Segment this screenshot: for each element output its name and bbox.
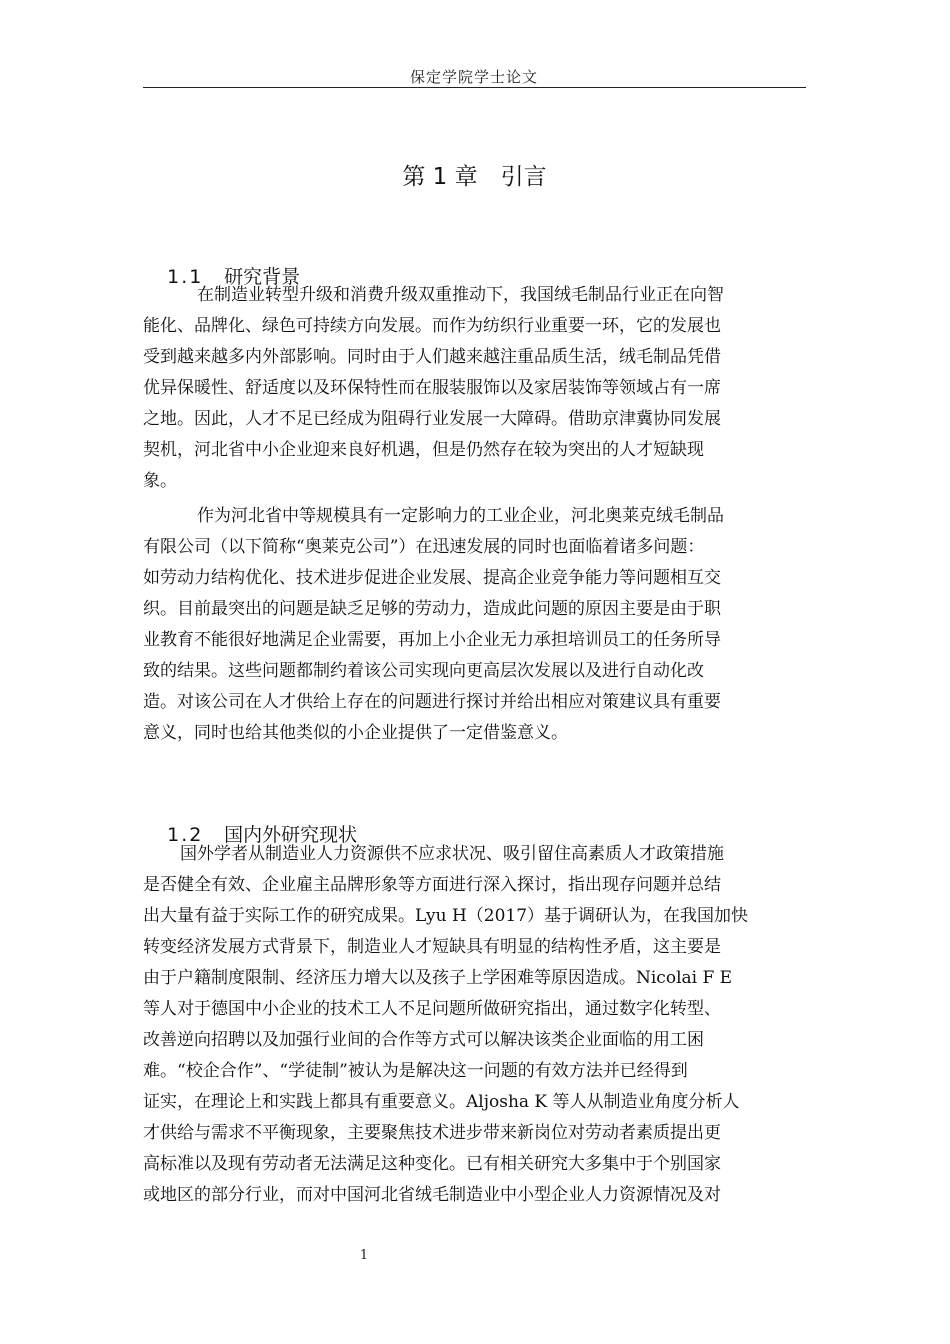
paragraph-line: 造。对该公司在人才供给上存在的问题进行探讨并给出相应对策建议具有重要: [143, 692, 721, 712]
paragraph-line: 在制造业转型升级和消费升级双重推动下，我国绒毛制品行业正在向智: [197, 285, 724, 305]
paragraph-line: 改善逆向招聘以及加强行业间的合作等方式可以解决该类企业面临的用工困: [143, 1030, 704, 1050]
section-number: 1.1: [167, 266, 204, 288]
running-header: 保定学院学士论文: [409, 68, 538, 86]
paragraph-line: 或地区的部分行业，而对中国河北省绒毛制造业中小型企业人力资源情况及对: [143, 1185, 721, 1205]
paragraph-line: 意义，同时也给其他类似的小企业提供了一定借鉴意义。: [143, 723, 568, 743]
paragraph-line: 能化、品牌化、绿色可持续方向发展。而作为纺织行业重要一环，它的发展也: [143, 316, 721, 336]
paragraph-line: 出大量有益于实际工作的研究成果。Lyu H（2017）基于调研认为，在我国加快: [143, 906, 749, 926]
paragraph-line: 业教育不能很好地满足企业需要，再加上小企业无力承担培训员工的任务所导: [143, 630, 721, 650]
paragraph-line: 由于户籍制度限制、经济压力增大以及孩子上学困难等原因造成。Nicolai F E: [143, 968, 733, 988]
paragraph-line: 才供给与需求不平衡现象，主要聚焦技术进步带来新岗位对劳动者素质提出更: [143, 1123, 721, 1143]
paragraph-line: 之地。因此，人才不足已经成为阻碍行业发展一大障碍。借助京津冀协同发展: [143, 409, 721, 429]
header-rule: [143, 87, 806, 88]
paragraph-line: 契机，河北省中小企业迎来良好机遇，但是仍然存在较为突出的人才短缺现: [143, 440, 704, 460]
paragraph-line: 织。目前最突出的问题是缺乏足够的劳动力，造成此问题的原因主要是由于职: [143, 599, 721, 619]
paragraph-line: 证实，在理论上和实践上都具有重要意义。Aljosha K 等人从制造业角度分析人: [143, 1092, 740, 1112]
paragraph-line: 有限公司（以下简称“奥莱克公司”）在迅速发展的同时也面临着诸多问题：: [143, 537, 705, 557]
paragraph-line: 象。: [143, 471, 177, 491]
paragraph-line: 作为河北省中等规模具有一定影响力的工业企业，河北奥莱克绒毛制品: [197, 506, 724, 526]
paragraph-line: 转变经济发展方式背景下，制造业人才短缺具有明显的结构性矛盾，这主要是: [143, 937, 721, 957]
paragraph-line: 国外学者从制造业人力资源供不应求状况、吸引留住高素质人才政策措施: [180, 844, 724, 864]
paragraph-line: 难。“校企合作”、“学徒制”被认为是解决这一问题的有效方法并已经得到: [143, 1061, 688, 1081]
paragraph-line: 优异保暖性、舒适度以及环保特性而在服装服饰以及家居装饰等领域占有一席: [143, 378, 721, 398]
paragraph-line: 高标准以及现有劳动者无法满足这种变化。已有相关研究大多集中于个别国家: [143, 1154, 721, 1174]
paragraph-line: 受到越来越多内外部影响。同时由于人们越来越注重品质生活，绒毛制品凭借: [143, 347, 721, 367]
section-title: 国内外研究现状: [224, 824, 358, 846]
page-number: 1: [359, 1248, 369, 1263]
section-title: 研究背景: [224, 266, 301, 288]
paragraph-line: 是否健全有效、企业雇主品牌形象等方面进行深入探讨，指出现存问题并总结: [143, 875, 721, 895]
paragraph-line: 等人对于德国中小企业的技术工人不足问题所做研究指出，通过数字化转型、: [143, 999, 721, 1019]
paragraph-line: 如劳动力结构优化、技术进步促进企业发展、提高企业竞争能力等问题相互交: [143, 568, 721, 588]
paragraph-line: 致的结果。这些问题都制约着该公司实现向更高层次发展以及进行自动化改: [143, 661, 704, 681]
section-number: 1.2: [167, 824, 204, 846]
chapter-title: 第 1 章 引言: [402, 164, 547, 190]
